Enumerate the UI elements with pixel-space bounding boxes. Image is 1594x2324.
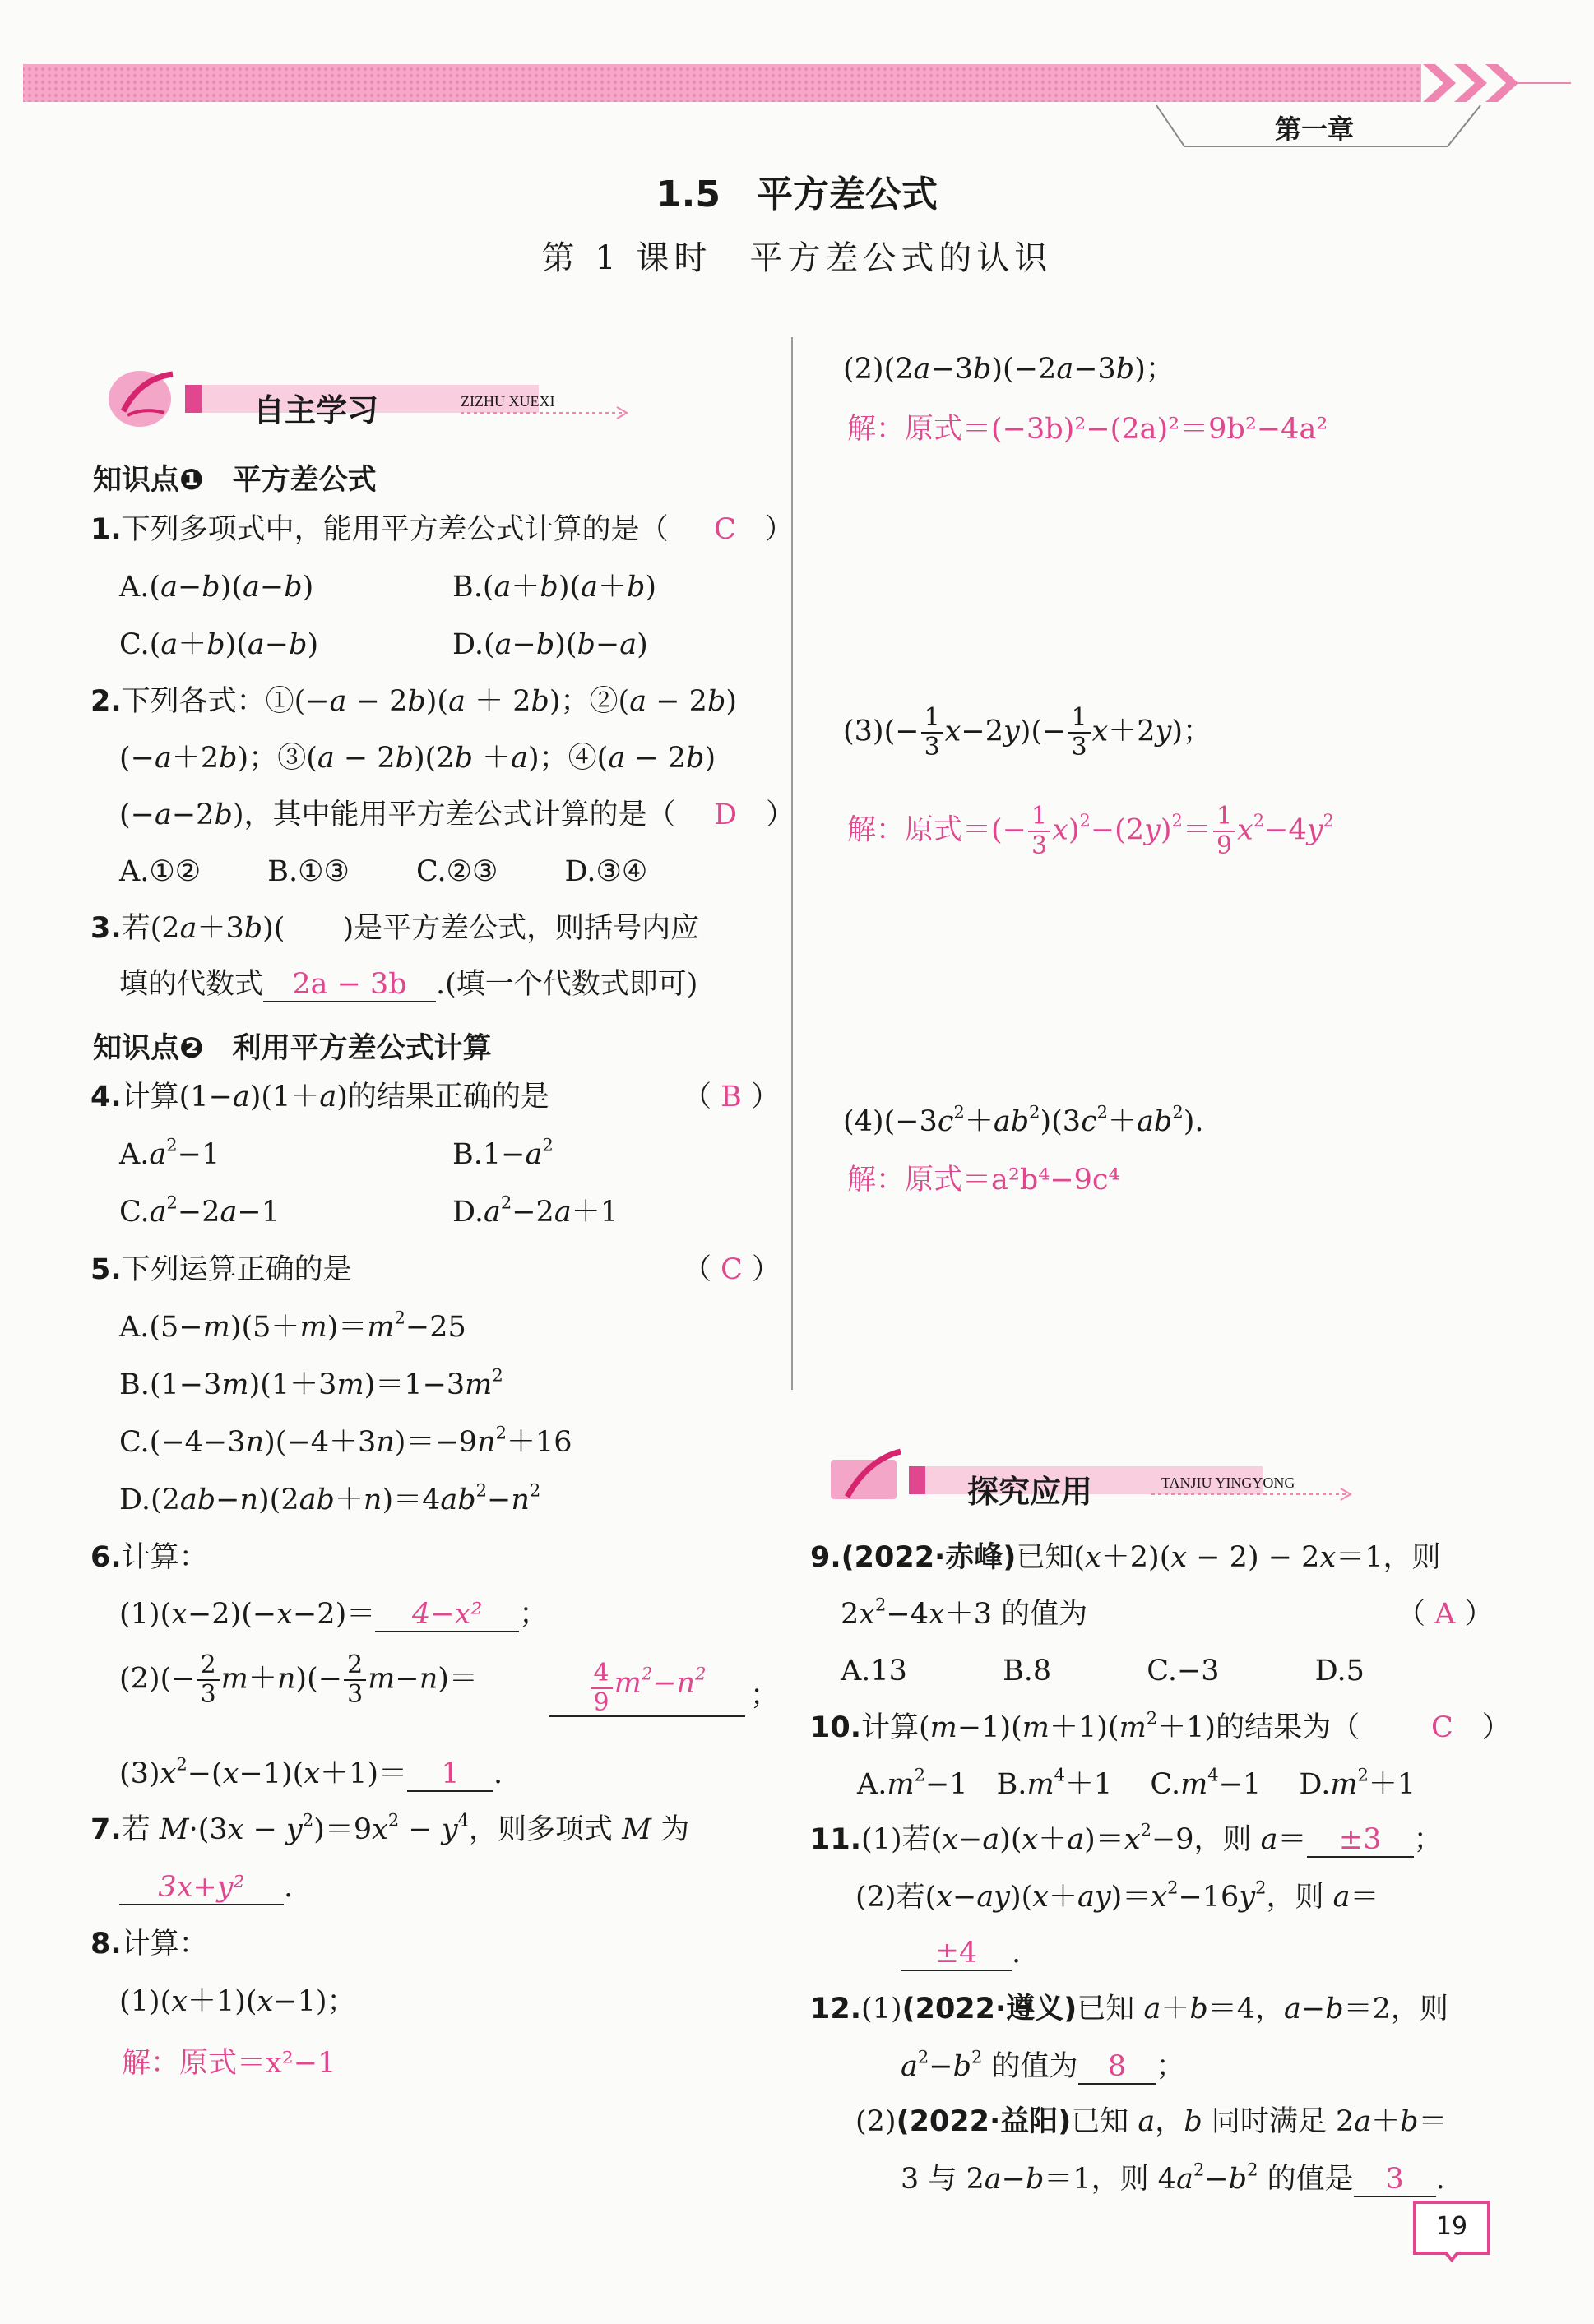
q8-4-solution: 解：原式＝a²b⁴−9c⁴ <box>847 1164 1120 1197</box>
q6-part-2: (2)(− $\frac{2}{3}$ m＋n)(− $\frac{2}{3}$ m−n)＝ <box>119 1650 478 1709</box>
q9-options: A.13 B.8 C.−3 D.5 <box>841 1655 1365 1687</box>
q4-option-c: $C.a^2-2a-1$ <box>119 1192 280 1229</box>
q11-2-line: ±4 . <box>901 1939 1021 1971</box>
knowledge-point-1: 知识点❶ 平方差公式 <box>93 464 377 497</box>
q8-3-solution: 解：原式＝(− $\frac{1}{3}$ $x)^2-(2y)^2=$ $\frac{1}{9}$ $x^2-4y^2$ <box>847 802 1334 860</box>
question-9-line2: $2x^2-4x+3$ 的值为 <box>841 1595 1088 1631</box>
q6-2-frac: $\frac{4}{9}$ <box>591 1661 613 1715</box>
q5-option-d: $D.(2ab-n)(2ab+n)=4ab^2-n^2$ <box>119 1480 541 1516</box>
q8-2-solution: 解：原式＝(−3b)²−(2a)²＝9b²−4a² <box>847 413 1328 446</box>
q6-part-3: $(3)x^2-(x-1)(x+1)= 1$ . <box>119 1754 503 1790</box>
q3-blank: 2a − 3b <box>263 970 436 1002</box>
q5-option-c: $C.(-4-3n)(-4+3n)=-9n^2+16$ <box>119 1423 572 1459</box>
question-2-line2: (−a＋2b)；③(a − 2b)(2b ＋a)；④(a − 2b) <box>119 742 716 775</box>
q6-2-semicolon: ； <box>750 1679 780 1712</box>
q9-answer-bracket: （ A ） <box>1397 1598 1494 1631</box>
q2-answer: D <box>714 799 738 831</box>
question-2-line1: 2.下列各式：①(−a − 2b)(a ＋ 2b)；②(a − 2b) <box>90 685 738 718</box>
q5-answer-bracket: （ C ） <box>683 1253 781 1286</box>
question-10: 10.计算$(m-1)(m+1)(m^2+1)$的结果为（ <box>810 1708 1360 1744</box>
section-pinyin-zizhu: ZIZHU XUEXI <box>461 393 555 410</box>
question-12-part2-line1: (2)(2022·益阳)已知 a，b 同时满足 2a＋b＝ <box>855 2105 1448 2138</box>
q6-2-blank <box>549 1661 745 1717</box>
question-11-part2: (2)若$(x-ay)(x+ay)=x^2-16y^2$，则 a＝ <box>855 1877 1379 1914</box>
q6-3-blank: 1 <box>407 1760 493 1792</box>
page-title: 1.5 平方差公式 <box>656 174 938 215</box>
q8-part-1: (1)(x＋1)(x−1)； <box>119 1985 356 2018</box>
question-7: 7.若 $M\cdot(3x - y^2)=9x^2 - y^4$，则多项式 M 为 <box>90 1810 690 1846</box>
q1-option-d: D.(a−b)(b−a) <box>452 628 648 661</box>
q7-answer-line: 3x+y² . <box>119 1873 293 1905</box>
q1-option-a: A.(a−b)(a−b) <box>119 571 314 604</box>
chapter-label: 第一章 <box>1275 113 1355 145</box>
q11-2-blank: ±4 <box>901 1939 1012 1971</box>
q5-answer: C <box>721 1253 743 1286</box>
header-band <box>0 0 1594 164</box>
question-2-line3: (−a−2b)，其中能用平方差公式计算的是（ <box>119 799 676 831</box>
q10-options: $A.m^2-1$ $B.m^4+1$ $C.m^4-1$ $D.m^2+1$ <box>857 1765 1416 1801</box>
question-8: 8.计算： <box>90 1928 208 1961</box>
question-12-part2-line2: 3 与 2a−b＝1，则 $4a^2-b^2$ 的值是 3 . <box>901 2160 1445 2196</box>
question-1: 1.下列多项式中，能用平方差公式计算的是（ <box>90 513 669 546</box>
page-number: 19 <box>1435 2212 1468 2241</box>
q4-option-a: $A.a^2-1$ <box>119 1135 220 1171</box>
q4-option-d: $D.a^2-2a+1$ <box>452 1192 619 1229</box>
knowledge-point-2: 知识点❷ 利用平方差公式计算 <box>93 1032 492 1065</box>
q4-answer-bracket: （ B ） <box>683 1081 781 1113</box>
question-12-part1-line2: $a^2-b^2$ 的值为 8 ； <box>901 2047 1185 2083</box>
q6-2-answer: $m^2-n^2$ <box>614 1663 707 1700</box>
question-11-part1: 11.(1)若$(x-a)(x+a)=x^2-9$，则 a＝ ±3 ； <box>810 1820 1443 1856</box>
q8-part-2: (2)(2a−3b)(−2a−3b)； <box>843 353 1175 386</box>
question-5: 5.下列运算正确的是 <box>90 1253 352 1286</box>
q1-answer-bracket: C ） <box>714 513 794 546</box>
q11-1-blank: ±3 <box>1307 1826 1414 1858</box>
q12-2-blank: 3 <box>1354 2165 1436 2197</box>
question-4: 4.计算(1−a)(1＋a)的结果正确的是 <box>90 1081 549 1113</box>
q10-answer-bracket: C ） <box>1431 1711 1511 1744</box>
question-3-line1: 3.若(2a＋3b)( )是平方差公式，则括号内应 <box>90 912 700 945</box>
q2-answer-bracket: D ） <box>714 799 795 831</box>
q5-option-b: $B.(1-3m)(1+3m)=1-3m^2$ <box>119 1365 503 1401</box>
q10-answer: C <box>1431 1711 1453 1744</box>
q12-1-blank: 8 <box>1078 2053 1156 2085</box>
column-divider <box>791 337 793 1390</box>
q6-part-1: (1)(x−2)(−x−2)＝ 4−x² ； <box>119 1598 549 1631</box>
q7-blank: 3x+y² <box>119 1873 284 1905</box>
q1-answer: C <box>714 513 736 546</box>
q4-answer: B <box>721 1081 742 1113</box>
q5-option-a: $A.(5-m)(5+m)=m^2-25$ <box>119 1308 466 1344</box>
question-3-line2: 填的代数式 2a − 3b .(填一个代数式即可) <box>119 968 698 1001</box>
question-9-line1: 9.(2022·赤峰)已知(x＋2)(x − 2) − 2x＝1，则 <box>810 1541 1441 1574</box>
q8-part-4: $(4)(-3c^2+ab^2)(3c^2+ab^2)$. <box>843 1102 1204 1138</box>
q8-part-3: (3)(− $\frac{1}{3}$ x−2y)(− $\frac{1}{3}$ x＋2y)； <box>843 703 1212 762</box>
page-subtitle: 第 1 课时 平方差公式的认识 <box>541 239 1053 277</box>
q1-option-b: B.(a＋b)(a＋b) <box>452 571 657 604</box>
section-title-tanjiu: 探究应用 <box>967 1474 1093 1510</box>
q6-1-blank: 4−x² <box>375 1600 519 1632</box>
q8-1-solution: 解：原式＝x²−1 <box>122 2047 336 2080</box>
section-title-zizhu: 自主学习 <box>253 392 379 428</box>
q9-answer: A <box>1434 1598 1456 1631</box>
question-6: 6.计算： <box>90 1541 208 1574</box>
question-12-part1-line1: 12.(1)(2022·遵义)已知 a＋b＝4，a−b＝2，则 <box>810 1993 1448 2025</box>
section-pinyin-tanjiu: TANJIU YINGYONG <box>1161 1474 1295 1491</box>
q4-option-b: $B.1-a^2$ <box>452 1135 554 1171</box>
q1-option-c: C.(a＋b)(a−b) <box>119 628 319 661</box>
q2-options: A.①② B.①③ C.②③ D.③④ <box>119 855 648 888</box>
